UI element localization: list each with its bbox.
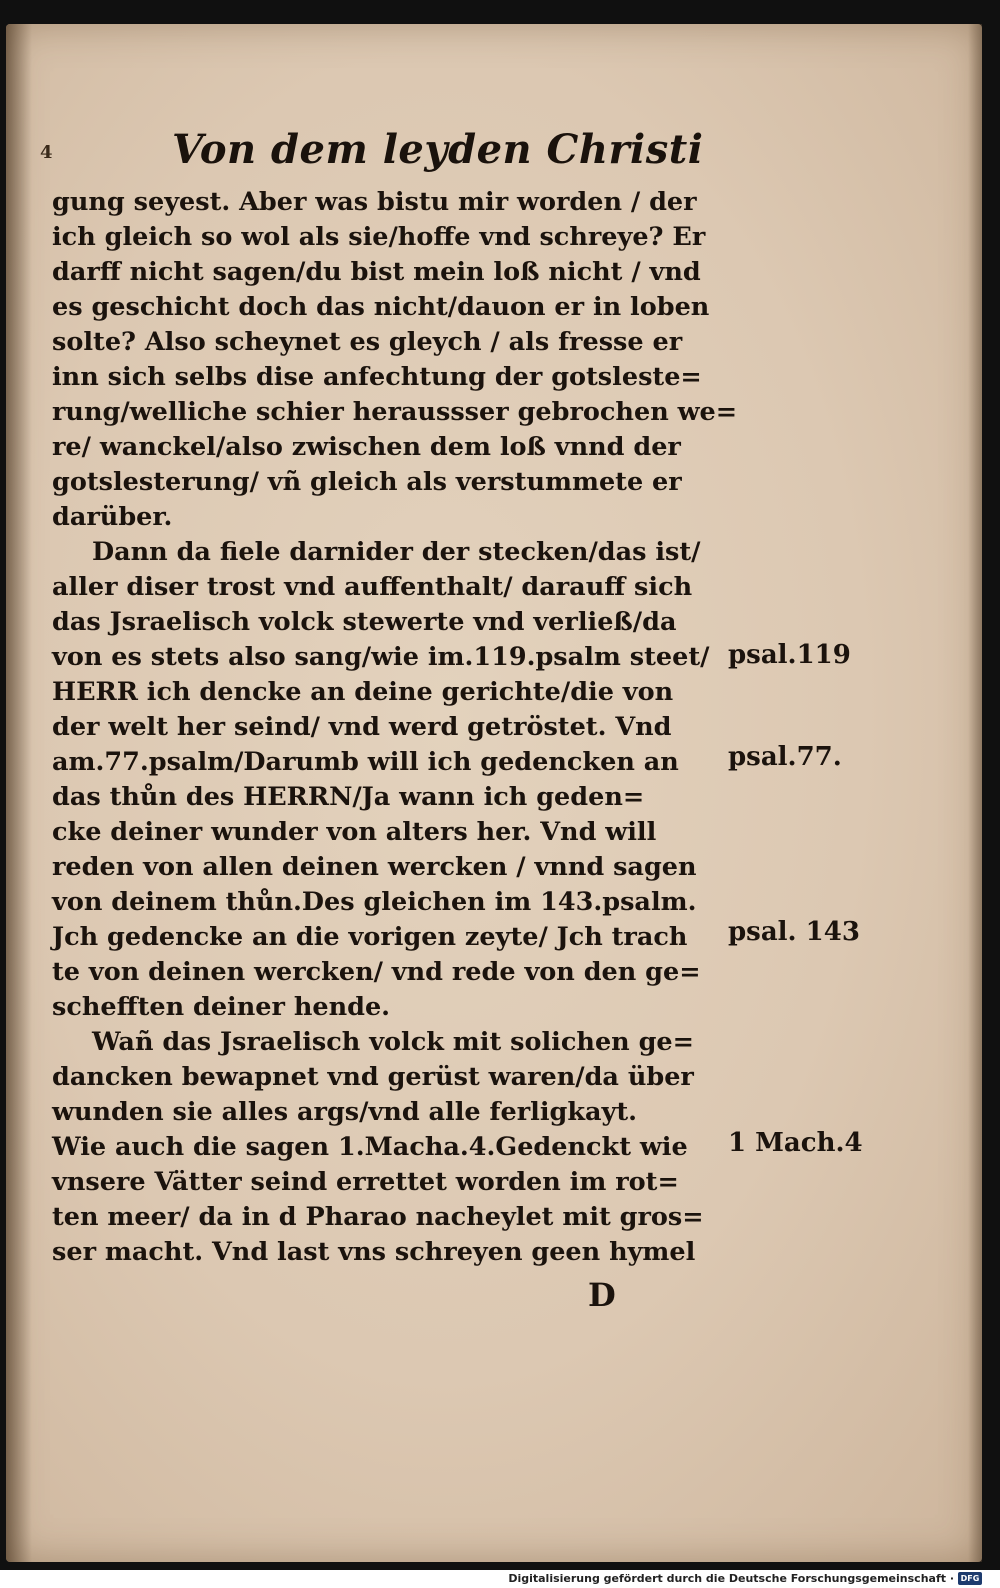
- margin-note: psal. 143: [728, 917, 860, 947]
- text-line: der welt her seind/ vnd werd getröstet. Vnd: [52, 712, 672, 742]
- text-line: wunden sie alles args/vnd alle ferligkayt.: [52, 1097, 638, 1127]
- text-line: re/ wanckel/also zwischen dem loß vnnd der: [52, 432, 681, 462]
- text-line: HERR ich dencke an deine gerichte/die von: [52, 677, 674, 707]
- text-line: am.77.psalm/Darumb will ich gedencken an: [52, 747, 679, 777]
- text-line: gung seyest. Aber was bistu mir worden / der: [52, 187, 697, 217]
- running-header: Von dem leyden Christi: [172, 126, 704, 173]
- text-line: reden von allen deinen wercken / vnnd sagen: [52, 852, 697, 882]
- text-line: das thůn des HERRN/Ja wann ich geden=: [52, 782, 645, 812]
- text-line: Dann da fiele darnider der stecken/das ist/: [92, 537, 701, 567]
- catchword: D: [588, 1276, 616, 1314]
- text-line: schefften deiner hende.: [52, 992, 391, 1022]
- text-line: Wañ das Jsraelisch volck mit solichen ge=: [92, 1027, 695, 1057]
- text-line: rung/welliche schier heraussser gebrochen we=: [52, 397, 738, 427]
- text-line: Wie auch die sagen 1.Macha.4.Gedenckt wie: [52, 1132, 688, 1162]
- page-edge-shadow: [968, 24, 982, 1562]
- text-line: das Jsraelisch volck stewerte vnd verließ/da: [52, 607, 677, 637]
- text-line: es geschicht doch das nicht/dauon er in loben: [52, 292, 710, 322]
- funding-notice: Digitalisierung gefördert durch die Deutsche Forschungsgemeinschaft ·: [508, 1572, 954, 1585]
- text-line: te von deinen wercken/ vnd rede von den ge=: [52, 957, 701, 987]
- text-line: von deinem thůn.Des gleichen im 143.psalm.: [52, 887, 697, 917]
- text-line: darüber.: [52, 502, 173, 532]
- text-line: ich gleich so wol als sie/hoffe vnd schreye? Er: [52, 222, 706, 252]
- margin-note: psal.77.: [728, 742, 842, 772]
- text-line: solte? Also scheynet es gleych / als fresse er: [52, 327, 683, 357]
- margin-note: psal.119: [728, 640, 851, 670]
- book-page: [6, 24, 982, 1562]
- text-line: cke deiner wunder von alters her. Vnd will: [52, 817, 657, 847]
- text-line: vnsere Vätter seind errettet worden im rot=: [52, 1167, 679, 1197]
- text-line: ser macht. Vnd last vns schreyen geen hymel: [52, 1237, 696, 1267]
- text-line: gotslesterung/ vñ gleich als verstummete er: [52, 467, 682, 497]
- text-line: von es stets also sang/wie im.119.psalm steet/: [52, 642, 710, 672]
- text-line: aller diser trost vnd auffenthalt/ darauff sich: [52, 572, 693, 602]
- page-gutter-shadow: [6, 24, 32, 1562]
- text-line: dancken bewapnet vnd gerüst waren/da über: [52, 1062, 694, 1092]
- margin-note: 1 Mach.4: [728, 1128, 863, 1158]
- text-line: ten meer/ da in d Pharao nacheylet mit gros=: [52, 1202, 704, 1232]
- page-mark: 4: [40, 142, 53, 163]
- text-line: Jch gedencke an die vorigen zeyte/ Jch trach: [52, 922, 688, 952]
- dfg-logo: DFG: [958, 1572, 982, 1585]
- text-line: darff nicht sagen/du bist mein loß nicht / vnd: [52, 257, 701, 287]
- text-line: inn sich selbs dise anfechtung der gotsleste=: [52, 362, 702, 392]
